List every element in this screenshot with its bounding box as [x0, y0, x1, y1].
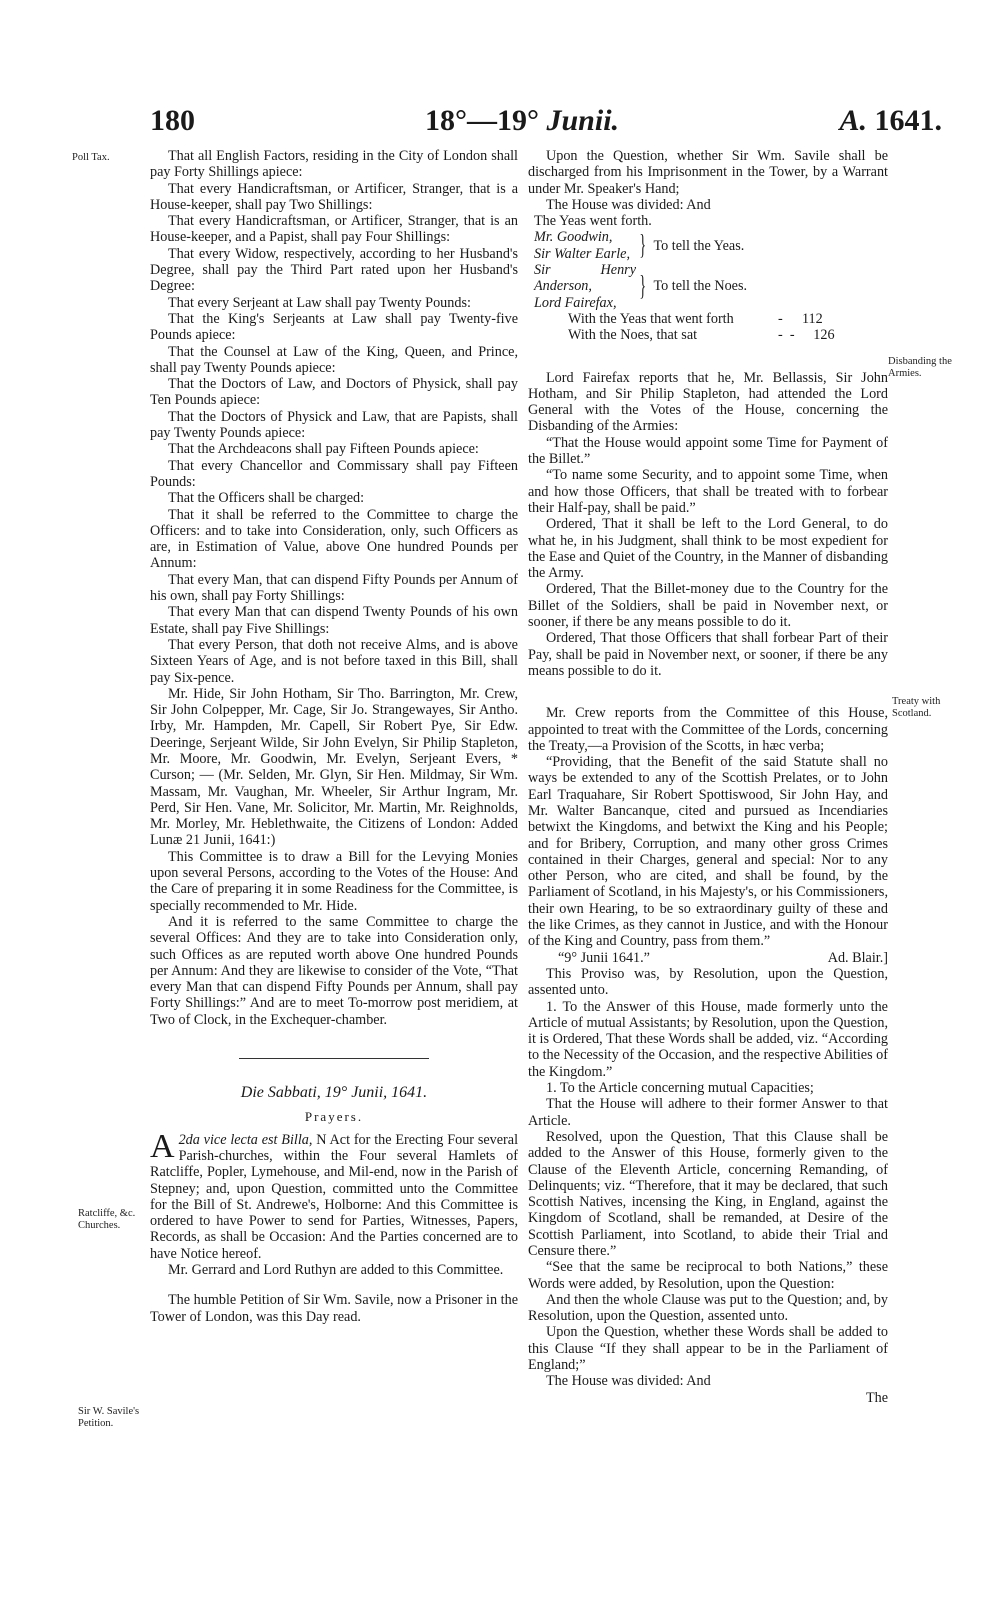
page-number: 180	[150, 104, 195, 137]
paragraph: Lord Fairefax reports that he, Mr. Bellassis, Sir John Hotham, and Sir Philip Stapleton, had attended the Lord General with the Votes of the House, concerning the Disbanding of the Armies:	[528, 369, 888, 435]
paragraph: That the House will adhere to their former Answer to that Article.	[528, 1096, 888, 1129]
paragraph: That every Chancellor and Commissary shall pay Fifteen Pounds:	[150, 457, 518, 490]
day-heading: Die Sabbati, 19° Junii, 1641.	[240, 1084, 428, 1102]
paragraph: The House was divided: And	[546, 1373, 711, 1390]
paragraph: That it shall be referred to the Committee to charge the Officers: and to take into Consideration, only, such Officers as are, in Estimation of Value, above One hundred Pounds per Annum:	[150, 506, 518, 572]
tellers-noes	[528, 262, 888, 311]
paragraph: “To name some Security, and to appoint some Time, when and how those Officers, that shall be treated with to forbear their Half-pay, shall be paid.”	[528, 467, 888, 516]
paragraph: 1. To the Answer of this House, made formerly unto the Article of mutual Assistants; by Resolution, upon the Question, it is Ordered, That these Words shall be added, viz. “According to the Necessity of the Occasion, and the respective Abilities of the Kingdom.”	[528, 998, 888, 1080]
paragraph: That the Doctors of Physick and Law, that are Papists, shall pay Twenty Pounds apiece:	[150, 408, 518, 442]
paragraph: And it is referred to the same Committee to charge the several Offices: And they are to take into Consideration only, such Offices as are reputed worth above One hundred Pounds per Annum: And they are likewise to consider of the Vote, “That every Man that can dispend Fifty Pounds per Annum, shall pay Forty Shillings:” And are to meet To-morrow post meridiem, at Two of Clock, in the Exchequer-chamber.	[150, 913, 518, 1028]
paragraph: That every Person, that doth not receive Alms, and is above Sixteen Years of Age, and is not before taxed in this Bill, shall pay Six-pence.	[150, 636, 518, 686]
margin-note-treaty: Treaty with Scotland.	[892, 696, 941, 719]
teller-names	[534, 262, 636, 311]
petition-paragraph: The humble Petition of Sir Wm. Savile, now a Prisoner in the Tower of London, was this Day read.	[150, 1292, 518, 1325]
teller-name: Sir Walter Earle,	[534, 245, 631, 262]
right-column	[528, 148, 888, 1406]
teller-row	[534, 229, 888, 262]
count-value: 126	[813, 327, 835, 344]
running-title-month: Junii.	[546, 104, 620, 137]
catchword: The	[865, 1389, 888, 1406]
count-value: 112	[801, 310, 823, 327]
teller-name: Sir Henry Anderson,	[534, 262, 636, 295]
paragraph: That the Officers shall be charged:	[168, 490, 365, 507]
section-divider	[239, 1058, 429, 1059]
running-title-date: 18°—19°	[425, 104, 539, 137]
paragraph: That every Serjeant at Law shall pay Twenty Pounds:	[168, 294, 471, 311]
paragraph: That every Widow, respectively, according to her Husband's Degree, shall pay the Third Part rated upon her Husband's Degree:	[150, 245, 518, 295]
count-row-noes	[528, 327, 888, 343]
paragraph: 1. To the Article concerning mutual Capacities;	[546, 1080, 814, 1097]
tellers-yeas	[528, 229, 888, 262]
paragraph: Ordered, That those Officers that shall forbear Part of their Pay, shall be paid in November next, or sooner, if there be any means possible to do it.	[528, 630, 888, 679]
margin-note-disbanding: Disbanding the Armies.	[888, 356, 952, 379]
committee-members: Mr. Hide, Sir John Hotham, Sir Tho. Barrington, Mr. Crew, Sir John Colpepper, Mr. Cage, Sir Jo. Strangewayes, Sir Antho. Irby, Mr. Hampden, Mr. Capell, Sir Robert Pye, Sir Edw. Deeringe, Serjeant Wilde, Sir John Evelyn, Sir Philip Stapleton, Mr. Moore, Mr. Goodwin, Mr. Evelyn, Serjeant Evers, * Curson; — (Mr. Selden, Mr. Glyn, Sir Hen. Mildmay, Sir Wm. Massam, Mr. Vaughan, Mr. Wheeler, Sir Arthur Ingram, Mr. Perd, Sir Hen. Vane, Mr. Solicitor, Mr. Martin, Mr. Reighnolds, Mr. Morley, Mr. Heblethwaite, the Citizens of London: Added Lunæ 21 Junii, 1641:)	[150, 685, 518, 849]
drop-capital: A	[150, 1127, 175, 1165]
brace: }	[639, 229, 647, 261]
paragraph: Mr. Crew reports from the Committee of this House, appointed to treat with the Committee of the Lords, concerning the Treaty,—a Provision of the Scotts, in hæc verba;	[528, 705, 888, 754]
dash: - -	[778, 327, 795, 344]
paragraph: That every Man that can dispend Twenty Pounds of his own Estate, shall pay Five Shillings:	[150, 604, 518, 637]
paragraph: The Yeas went forth.	[534, 213, 652, 230]
teller-name: Lord Fairefax,	[534, 294, 617, 311]
paragraph: This Proviso was, by Resolution, upon the Question, assented unto.	[528, 965, 888, 999]
prayers-heading: Prayers.	[304, 1109, 364, 1125]
count-label: With the Yeas that went forth	[568, 310, 734, 327]
paragraph: “That the House would appoint some Time for Payment of the Billet.”	[528, 434, 888, 468]
paragraph: Upon the Question, whether Sir Wm. Savile shall be discharged from his Imprisonment in the Tower, by a Warrant under Mr. Speaker's Hand;	[528, 148, 888, 197]
left-column	[150, 148, 518, 1325]
paragraph: The House was divided: And	[546, 196, 711, 213]
margin-note-savile: Sir W. Savile's Petition.	[78, 1406, 140, 1429]
signature-name: Ad. Blair.]	[827, 949, 888, 966]
brace: }	[639, 270, 647, 302]
paragraph: That every Man, that can dispend Fifty Pounds per Annum of his own, shall pay Forty Shillings:	[150, 571, 518, 605]
paragraph: That every Handicraftsman, or Artificer, Stranger, that is a House-keeper, shall pay Two Shillings:	[150, 180, 518, 213]
page-year	[839, 104, 942, 138]
teller-names	[534, 229, 636, 262]
page-header	[150, 104, 942, 144]
spacer	[528, 344, 888, 370]
margin-note-poll-tax: Poll Tax.	[72, 152, 110, 163]
paragraph: Ordered, That it shall be left to the Lord General, to do what he, in his Judgment, shall think to be most expedient for the Ease and Quiet of the Country, in the Manner of disbanding the Army.	[528, 516, 888, 582]
count-row-yeas	[528, 311, 888, 327]
act-lead: 2da vice lecta est Billa,	[178, 1131, 313, 1148]
teller-name: Mr. Goodwin,	[534, 229, 613, 246]
dash: -	[778, 310, 783, 327]
paragraph: Resolved, upon the Question, That this Clause shall be added to the Answer of this House, formerly given to the Clause of the Eleventh Article, concerning Remanding, of Delinquents; viz. “Therefore, that it may be declared, that such Scottish Natives, incensing the King, in England, against the Kingdom of Scotland, shall be remanded, at Desire of the Scottish Parliament, into Scotland, to abide their Trial and Censure there.”	[528, 1128, 888, 1259]
teller-row	[534, 262, 888, 311]
paragraph: And then the whole Clause was put to the Question; and, by Resolution, upon the Question, assented unto.	[528, 1291, 888, 1325]
running-title	[425, 104, 619, 138]
year-number: 1641.	[874, 104, 942, 137]
paragraph: That every Handicraftsman, or Artificer, Stranger, that is an House-keeper, and a Papist, shall pay Four Shillings:	[150, 213, 518, 246]
signature-date: “9° Junii 1641.”	[558, 949, 650, 966]
paragraph: “Providing, that the Benefit of the said Statute shall no ways be extended to any of the Scottish Prelates, or to John Earl Traquahare, Sir Robert Spottiswood, Sir John Hay, and Mr. Walter Bancanque, cited and pursued as Incendiaries betwixt the Kingdoms, and betwixt the King and his People; and for Bribery, Corruption, and many other gross Crimes contained in their Charges, general and special: Nor to any other Person, who are cited, and shall be found, by the Parliament of Scotland, in his Majesty's, or his Commissioners, their own Hearing, to be so extraordinary guilty of these and the like Crimes, as they cannot in Justice, and with the Honour of the King and Country, pass from them.”	[528, 754, 888, 950]
paragraph: Upon the Question, whether these Words shall be added to this Clause “If they shall appear to be in the Parliament of England;”	[528, 1324, 888, 1374]
paragraph: Mr. Gerrard and Lord Ruthyn are added to this Committee.	[168, 1262, 504, 1278]
paragraph: Ordered, That the Billet-money due to the Country for the Billet of the Soldiers, shall be paid in November next, or sooner, if there be any means possible to do it.	[528, 581, 888, 631]
year-letter: A.	[839, 104, 867, 137]
count-label: With the Noes, that sat	[568, 327, 698, 344]
paragraph: That all English Factors, residing in the City of London shall pay Forty Shillings apiece:	[150, 148, 518, 181]
act-paragraph	[150, 1127, 519, 1262]
teller-label: To tell the Noes.	[653, 278, 748, 295]
paragraph: That the King's Serjeants at Law shall pay Twenty-five Pounds apiece:	[150, 310, 518, 344]
paragraph: That the Archdeacons shall pay Fifteen Pounds apiece:	[168, 441, 479, 458]
signature-row	[528, 950, 888, 966]
margin-note-ratcliffe: Ratcliffe, &c. Churches.	[78, 1208, 136, 1231]
paragraph: That the Counsel at Law of the King, Queen, and Prince, shall pay Twenty Pounds apiece:	[150, 343, 518, 376]
spacer	[150, 1278, 518, 1292]
spacer	[528, 679, 888, 705]
paragraph: “See that the same be reciprocal to both Nations,” these Words were added, by Resolution, upon the Question:	[528, 1259, 888, 1292]
teller-label: To tell the Yeas.	[653, 237, 745, 254]
act-text: N Act for the Erecting Four several Parish-churches, within the Four several Hamlets of Ratcliffe, Popler, Lymehouse, and Mil-end, now in the Parish of Stepney; and, upon Question, committed unto the Committee for the Bill of St. Andrewe's, Holborne: And this Committee is ordered to have Power to send for Parties, Witnesses, Papers, Records, as shall be Occasion: And the Parties concerned are to have Notice hereof.	[150, 1131, 519, 1262]
paragraph: That the Doctors of Law, and Doctors of Physick, shall pay Ten Pounds apiece:	[150, 376, 518, 409]
paragraph: This Committee is to draw a Bill for the Levying Monies upon several Persons, according to the Votes of the House: And the Care of preparing it in some Readiness for the Committee, is specially recommended to Mr. Hide.	[150, 848, 518, 914]
